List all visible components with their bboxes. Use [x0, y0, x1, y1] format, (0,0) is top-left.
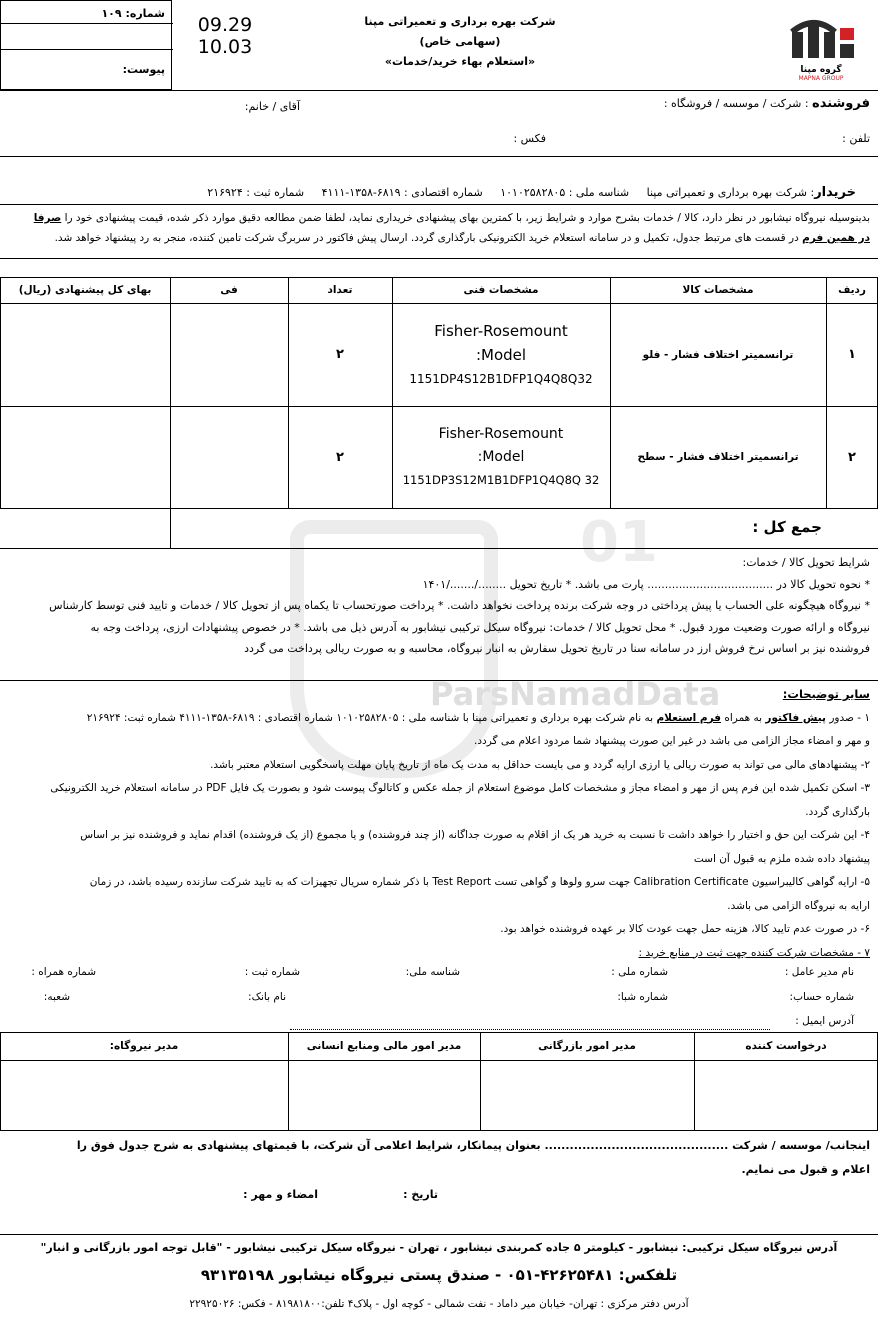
seller-section — [8, 96, 870, 150]
logo-subcaption: MAPNA GROUP — [798, 75, 844, 82]
row1-qty: ۲ — [336, 347, 344, 362]
row1-tech — [392, 303, 610, 406]
seller-fax-label: فکس : — [513, 132, 546, 145]
intro-paragraph — [8, 208, 870, 248]
header-total-price: بهای کل پیشنهادی (ریال) — [18, 284, 152, 296]
header-left-box — [0, 0, 172, 90]
row2-tech-model-label: :Model — [477, 448, 525, 465]
buyer-section — [207, 172, 870, 213]
row2-tech-brand: Fisher-Rosemount — [438, 425, 564, 442]
footer-office: آدرس دفتر مرکزی : تهران- خیابان میر داماد - نفت شمالی - کوچه اول - پلاک۴ تلفن:۸۱۹۸۱۸۰۰ - فکس: ۲۲۹۲۵۰۲۶ — [189, 1298, 689, 1310]
row1-total-price[interactable] — [0, 303, 170, 406]
field-ceo: نام مدیر عامل : — [784, 966, 854, 978]
other-notes — [8, 683, 870, 965]
intro-line1: بدینوسیله نیروگاه نیشابور در نظر دارد، کالا / خدمات بشرح موارد و شرایط زیر، با کمترین بهای پیشنهادی خریداری نماید، لطفا ضمن مطالعه دقیق موارد ذکر شده، قیمت پیشنهادی خود را — [61, 212, 870, 224]
note-6: ۶- در صورت عدم تایید کالا، هزینه حمل جهت عودت کالا بر عهده فروشنده خواهد بود. — [500, 923, 870, 935]
sig-requester: درخواست کننده — [745, 1040, 827, 1052]
note-4: ۴- این شرکت این حق و اختیار را خواهد داشت تا نسبت به خرید هر یک از اقلام به صورت جداگانه (از چند فروشنده) و یا مجموع (از یک فروشنده) اقدام نماید و فروشنده نیز بر اساس — [80, 829, 870, 841]
header-tech: مشخصات فنی — [463, 284, 539, 296]
note-1-line2: و مهر و امضاء مجاز الزامی می باشد در غیر این صورت پیشنهاد شما مردود اعلام می گردد. — [474, 735, 870, 747]
bidder-sign: امضاء و مهر : — [243, 1188, 318, 1201]
bidder-date: تاریخ : — [403, 1188, 438, 1201]
mapna-logo — [786, 18, 856, 82]
field-mobile: شماره همراه : — [31, 966, 96, 978]
row2-goods: ترانسمیتر اختلاف فشار - سطح — [637, 451, 799, 463]
sig-commerce-manager: مدیر امور بازرگانی — [538, 1040, 636, 1052]
row1-tech-model: 1151DP4S12B1DFP1Q4Q8Q32 — [409, 371, 593, 386]
header-qty: تعداد — [327, 284, 353, 296]
note-1: ۱ - صدور پیش فاکتور به همراه فرم استعلام به نام شرکت بهره برداری و تعمیراتی مپنا با شناسه ملی : ۱۰۱۰۲۵۸۲۸۰۵ شماره اقتصادی : ۶۸۱۹-۱۳۵۸-۴۱۱۱ شماره ثبت: ۲۱۶۹۲۴ — [86, 711, 870, 724]
delivery-title: شرایط تحویل کالا / خدمات: — [742, 556, 870, 569]
row1-number: ۱ — [848, 347, 856, 362]
note-4-line2: پیشنهاد داده شده ملزم به قبول آن است — [693, 852, 870, 865]
bidder-declaration — [8, 1134, 870, 1182]
sig-plant-manager: مدیر نیروگاه: — [109, 1040, 179, 1052]
buyer-label: خریدار — [814, 185, 856, 200]
seller-label: فروشنده — [812, 96, 870, 111]
bidder-line2: اعلام و قبول می نمایم. — [741, 1163, 870, 1176]
field-branch: شعبه: — [43, 991, 70, 1003]
row1-tech-model-label: :Model — [475, 345, 527, 364]
delivery-line1: * نحوه تحویل کالا در .................................... پارت می باشد. * تاریخ تحویل ......../......./۱۴۰۱ — [422, 577, 870, 591]
field-account: شماره حساب: — [789, 991, 854, 1003]
mr-mrs-label: آقای / خانم: — [244, 100, 300, 113]
row1-unit-price[interactable] — [170, 303, 288, 406]
field-email: آدرس ایمیل : — [795, 1015, 854, 1027]
intro-line2: در قسمت های مرتبط جدول، تکمیل و در سامانه استعلام خرید الکترونیکی بارگذاری گردد. ارسال پیش فاکتور در سربرگ شرکت تامین کننده، منجر به رد پیشنهاد خواهد شد. — [54, 232, 803, 244]
row2-unit-price[interactable] — [170, 406, 288, 508]
field-company-id: شناسه ملی: — [405, 966, 460, 978]
row2-total-price[interactable] — [0, 406, 170, 508]
note-5-line2: ارایه به نیروگاه الزامی می باشد. — [727, 899, 870, 912]
date-line-2: 10.03 — [197, 36, 253, 58]
row2-qty: ۲ — [336, 449, 344, 465]
company-header — [320, 12, 600, 72]
field-bank: نام بانک: — [248, 991, 286, 1003]
sig-finance-manager: مدیر امور مالی ومنابع انسانی — [306, 1040, 462, 1052]
row2-tech-model: 1151DP3S12M1B1DFP1Q4Q8Q 32 — [402, 472, 600, 487]
intro-only-word: صرفا — [33, 212, 62, 224]
header-goods: مشخصات کالا — [682, 284, 754, 296]
row1-tech-brand: Fisher-Rosemount — [434, 321, 568, 340]
delivery-line4: فروشنده نیز بر اساس نرخ فروش ارز در سامانه سنا در تاریخ تحویل سفارش به انبار نیروگاه، محاسبه و به صورت ریالی پرداخت می گردد — [244, 642, 870, 655]
buyer-details: : شرکت بهره برداری و تعمیراتی مپنا شناسه ملی : ۱۰۱۰۲۵۸۲۸۰۵ شماره اقتصادی : ۶۸۱۹-۱۳۵۸-۴۱۱۱ شماره ثبت : ۲۱۶۹۲۴ — [207, 186, 815, 199]
company-name: شرکت بهره برداری و تعمیراتی مپنا — [364, 15, 556, 28]
delivery-line2: * نیروگاه هیچگونه علی الحساب یا پیش پرداختی در وجه شرکت برنده پرداخت نخواهد داشت. * پرداخت صورتحساب تا یکماه پس از تحویل کالا / خدمات و تایید فنی توسط کارشناس — [49, 599, 870, 612]
note-5: ۵- ارایه گواهی کالیبراسیون Calibration Certificate جهت سرو ولوها و گواهی تست Test Report با ذکر شماره سریال تجهیزات که به تایید شرکت سازنده رسیده باشد، در زمان — [89, 876, 870, 888]
grand-total-label: جمع کل : — [752, 518, 822, 536]
attachment-label: پیوست: — [122, 63, 165, 76]
bidder-line1: اینجانب/ موسسه / شرکت ............................................ بعنوان پیمانکار، شرایط اعلامی آن شرکت، با قیمتهای پیشنهادی به شرح جدول فوق را — [76, 1139, 870, 1152]
header-row-number: ردیف — [838, 284, 866, 296]
footer-phone: تلفکس: ۴۲۶۲۵۴۸۱-۰۵۱ - صندق پستی نیروگاه نیشابور ۹۳۱۳۵۱۹۸ — [200, 1266, 678, 1284]
note-3-line2: بارگذاری گردد. — [805, 805, 870, 818]
field-national-number: شماره ملی : — [611, 966, 668, 978]
seller-type: : شرکت / موسسه / فروشگاه : — [663, 97, 809, 110]
seller-phone-label: تلفن : — [842, 132, 870, 145]
mapna-logo-icon — [786, 18, 856, 62]
watermark: 01 ParsNamadData — [250, 520, 630, 820]
note-2: ۲- پیشنهادهای مالی می تواند به صورت ریالی یا ارزی ارایه گردد و می بایست حداقل به مدت یک ماه از تاریخ پایان مهلت پاسخگویی استعلام معتبر باشد. — [210, 758, 870, 771]
date-line-1: 09.29 — [197, 14, 253, 36]
delivery-line3: نیروگاه و ارائه صورت وضعیت مورد قبول. * محل تحویل کالا / خدمات: نیروگاه سیکل ترکیبی نیشابور به آدرس ذیل می باشد. * در خصوص پیشنهادات ارزی، پرداخت وجه به — [90, 620, 870, 634]
note-3: ۳- اسکن تکمیل شده این فرم پس از مهر و امضاء مجاز و مشخصات کامل موضوع استعلام از جمله عکس و کاتالوگ پیوست شود و بصورت یک فایل PDF در سامانه استعلام خرید الکترونیکی — [50, 782, 870, 794]
row1-goods: ترانسمیتر اختلاف فشار - فلو — [642, 348, 794, 361]
delivery-conditions — [8, 552, 870, 660]
logo-caption: گروه مپنا — [800, 65, 842, 75]
row2-tech — [392, 406, 610, 508]
letter-number: شماره: ۱۰۹ — [101, 7, 165, 20]
company-type: (سهامی خاص) — [419, 35, 501, 48]
notes-title: سایر توضیحات: — [782, 687, 870, 701]
intro-this-form: در همین فرم — [802, 232, 870, 244]
header-unit-price: فی — [220, 284, 238, 296]
handwritten-dates — [190, 14, 260, 58]
form-title: «استعلام بهاء خرید/خدمات» — [384, 55, 536, 68]
note-7: ۷ - مشخصات شرکت کننده جهت ثبت در منابع خرید : — [638, 946, 870, 959]
field-sheba: شماره شبا: — [617, 991, 668, 1003]
footer-address: آدرس نیروگاه سیکل ترکیبی: نیشابور - کیلومتر ۵ جاده کمربندی نیشابور ، تهران - نیروگاه سیکل ترکیبی نیشابور - "قابل توجه امور بازرگانی و انبار" — [40, 1241, 838, 1254]
field-reg-number: شماره ثبت : — [244, 966, 300, 978]
row2-number: ۲ — [848, 449, 856, 465]
